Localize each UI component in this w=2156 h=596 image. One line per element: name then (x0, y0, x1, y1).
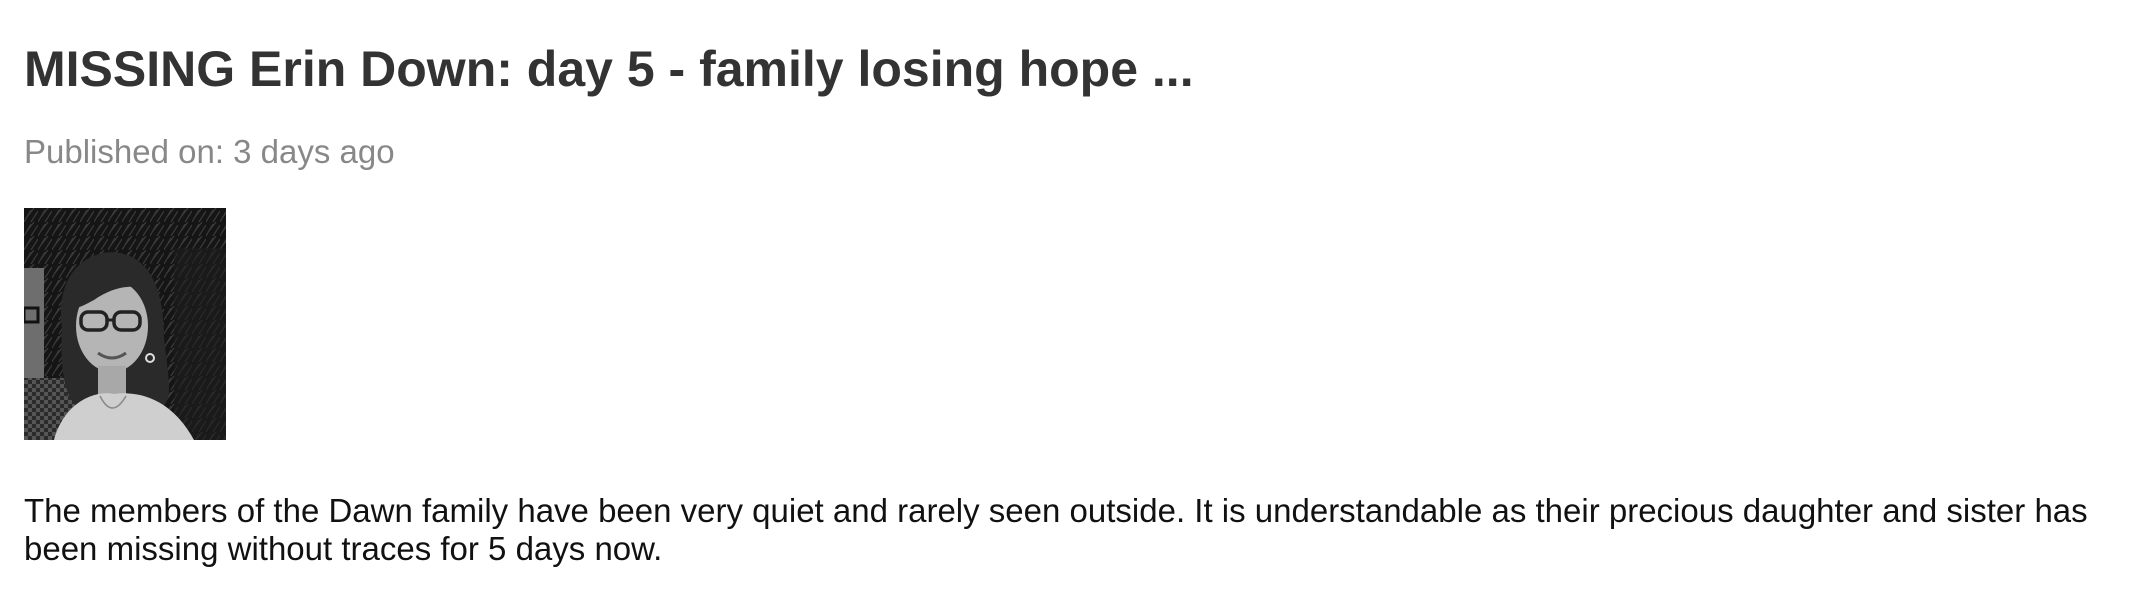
published-label: Published on: (24, 133, 224, 170)
article-headline: MISSING Erin Down: day 5 - family losing hope ... (24, 41, 1194, 97)
published-value: 3 days ago (233, 133, 395, 170)
portrait-photo-icon (24, 208, 226, 440)
article-photo (24, 208, 226, 440)
published-date (24, 130, 395, 174)
article-body: The members of the Dawn family have been very quiet and rarely seen outside. It is understandable as their precious daughter and sister has been missing without traces for 5 days now. (24, 492, 2088, 567)
